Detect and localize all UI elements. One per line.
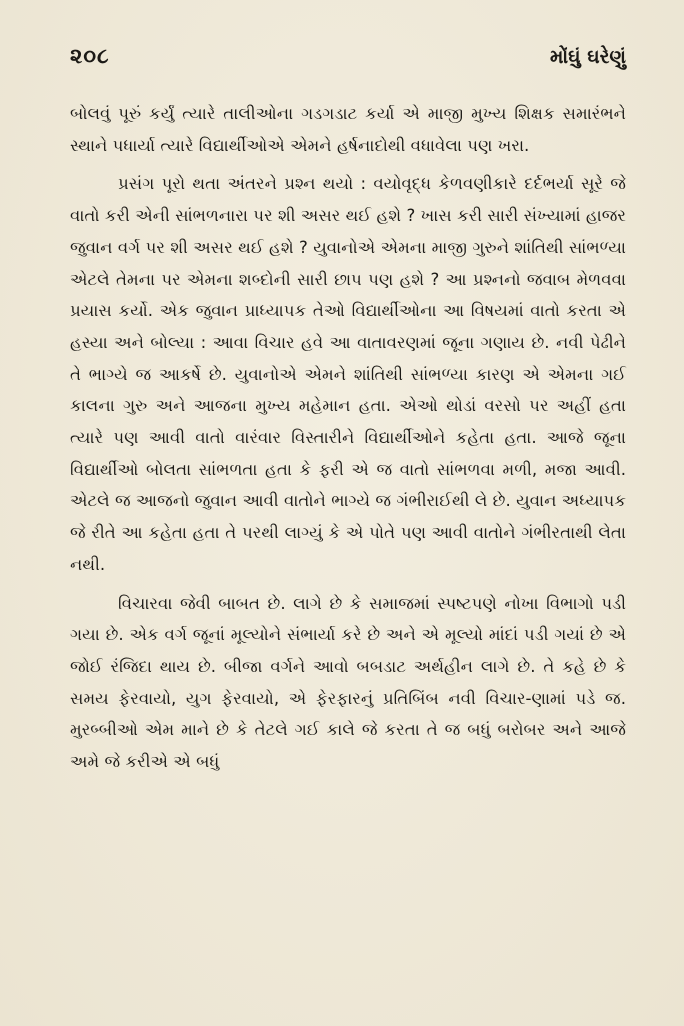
page-number: ૨૦૮ [70,44,110,68]
body-text [70,98,626,778]
page-header [70,44,626,90]
paragraph: પ્રસંગ પૂરો થતા અંતરને પ્રશ્ન થયો : વયોવૃદ્ધ કેળવણીકારે દર્દભર્યા સૂરે જે વાતો કરી એની સાંભળનારા પર શી અસર થઈ હશે ? ખાસ કરી સારી સંખ્યામાં હાજર જુવાન વર્ગ પર શી અસર થઈ હશે ? યુવાનોએ એમના માજી ગુરુને શાંતિથી સાંભળ્યા એટલે તેમના પર એમના શબ્દોની સારી છાપ પણ હશે ? આ પ્રશ્નનો જવાબ મેળવવા પ્રયાસ કર્યો. એક જુવાન પ્રાધ્યાપક તેઓ વિદ્યાર્થીઓના આ વિષયમાં વાતો કરતા એ હસ્યા અને બોલ્યા : આવા વિચાર હવે આ વાતાવરણમાં જૂના ગણાય છે. નવી પેઢીને તે ભાગ્યે જ આકર્ષે છે. યુવાનોએ એમને શાંતિથી સાંભળ્યા કારણ એ એમના ગઈ કાલના ગુરુ અને આજના મુખ્ય મહેમાન હતા. એઓ થોડાં વરસો પર અહીં હતા ત્યારે પણ આવી વાતો વારંવાર વિસ્તારીને વિદ્યાર્થીઓને કહેતા હતા. આજે જૂના વિદ્યાર્થીઓ બોલતા સાંભળતા હતા કે ફરી એ જ વાતો સાંભળવા મળી, મજા આવી. એટલે જ આજનો જુવાન આવી વાતોને ભાગ્યે જ ગંભીરાઈથી લે છે. યુવાન અધ્યાપક જે રીતે આ કહેતા હતા તે પરથી લાગ્યું કે એ પોતે પણ આવી વાતોને ગંભીરતાથી લેતા નથી. [70,174,626,574]
paragraph-continued: બોલવું પૂરું કર્યું ત્યારે તાલીઓના ગડગડાટ કર્યા એ માજી મુખ્ય શિક્ષક સમારંભને સ્થાને પધાર્યા ત્યારે વિદ્યાર્થીઓએ એમને હર્ષનાદોથી વધાવેલા પણ ખરા. [70,104,626,155]
paragraph: વિચારવા જેવી બાબત છે. લાગે છે કે સમાજમાં સ્પષ્ટપણે નોખા વિભાગો પડી ગયા છે. એક વર્ગ જૂનાં મૂલ્યોને સંભાર્યા કરે છે અને એ મૂલ્યો માંદાં પડી ગયાં છે એ જોઈ રંજિદા થાય છે. બીજા વર્ગને આવો બબડાટ અર્થહીન લાગે છે. તે કહે છે કે સમય ફેરવાયો, યુગ ફેરવાયો, એ ફેરફારનું પ્રતિબિંબ નવી વિચાર-ણામાં પડે જ. મુરબ્બીઓ એમ માને છે કે તેટલે ગઈ કાલે જે કરતા તે જ બધું બરોબર અને આજે અમે જે કરીએ એ બધું [70,593,626,772]
running-title: મોંઘું ઘરેણું [550,46,626,68]
